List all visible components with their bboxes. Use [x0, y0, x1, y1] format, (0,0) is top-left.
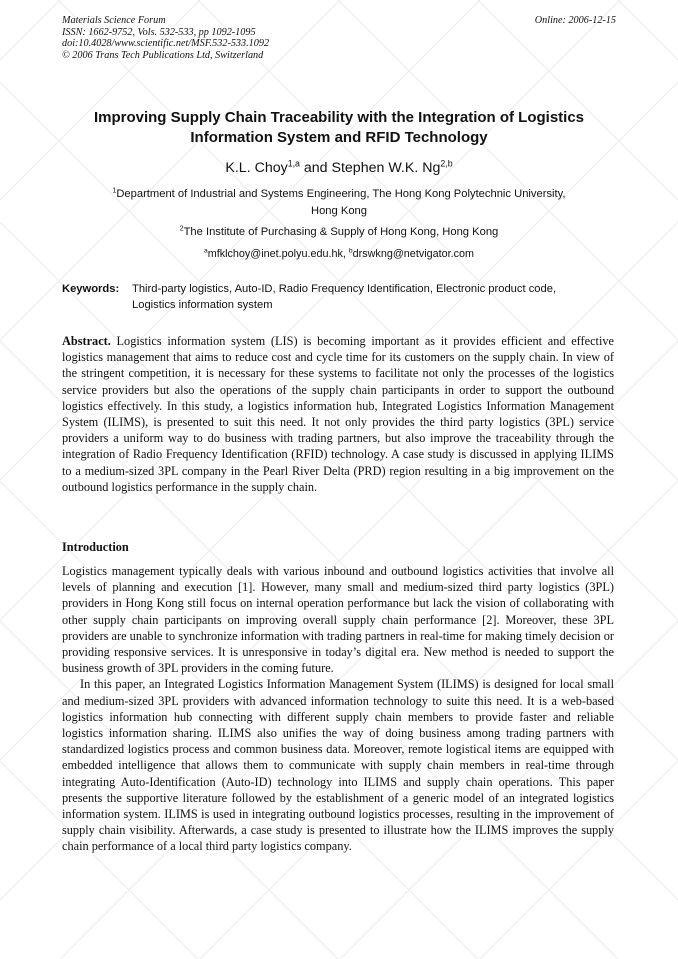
author-1-affiliation-mark: 1,a — [287, 158, 300, 169]
keywords-label: Keywords: — [62, 283, 120, 295]
keywords-values — [132, 282, 616, 313]
issn-line: ISSN: 1662-9752, Vols. 532-533, pp 1092-1095 — [62, 26, 256, 38]
email-b-mark: b — [348, 247, 353, 255]
keywords-block — [62, 282, 616, 313]
introduction-paragraph-2: In this paper, an Integrated Logistics Information Management System (ILIMS) is designed for local small and medium-sized 3PL providers with advanced information technology to suite this need. It is a web-based logistics information hub connecting with different supply chain members to provide faster and reliable logistics information sharing. ILIMS also unifies the way of doing business among trading partners with standardized logistics process and common business data. Moreover, remote logistical items are equipped with embedded intelligence that allows them to communicate with supply chain members in real-time through integrating Auto-Identification (Auto-ID) technology into ILIMS and supply chain operations. This paper presents the supportive literature followed by the establishment of a generic model of an integrated logistics information system. ILIMS is used in integrating outbound logistics processes, resulting in the improvement of supply chain visibility. Afterwards, a case study is presented to illustrate how the ILIMS improves the supply chain performance of a local third party logistics company. — [62, 677, 614, 854]
author-1: K.L. Choy — [225, 160, 288, 176]
email-b[interactable]: drswkng@netvigator.com — [352, 248, 475, 260]
author-list — [62, 158, 616, 178]
author-2-affiliation-mark: 2,b — [440, 158, 453, 169]
title-line-1: Improving Supply Chain Traceability with the Integration of Logistics — [93, 109, 585, 126]
introduction-section — [62, 563, 614, 855]
online-date: Online: 2006-12-15 — [534, 15, 616, 26]
author-2: Stephen W.K. Ng — [331, 160, 441, 176]
abstract-text: Logistics information system (LIS) is becoming important as it provides efficient and effective logistics management that aims to reduce cost and cycle time for its customers on the supply chain. In view of the stringent competition, it is necessary for these systems to facilitate not only the processes of the logistics service providers but also the operations of the supply chain participants in order to support the outbound logistics effectively. In this study, a logistics information hub, Integrated Logistics Information Management System (ILIMS), is presented to suit this need. It not only provides the third party logistics (3PL) service providers a uniform way to do business with trading partners, but also improve the traceability through the integration of Radio Frequency Identification (RFID) technology. A case study is discussed in applying ILIMS to a medium-sized 3PL company in the Pearl River Delta (PRD) region resulting in a big improvement on the outbound logistics performance in the supply chain. — [62, 334, 614, 494]
copyright-line: © 2006 Trans Tech Publications Ltd, Switzerland — [62, 49, 264, 61]
title-line-2: Information System and RFID Technology — [190, 129, 488, 146]
email-a-mark: a — [203, 247, 208, 255]
author-emails — [62, 246, 616, 263]
affiliation-1-line-1: Department of Industrial and Systems Engineering, The Hong Kong Polytechnic University, — [116, 188, 566, 200]
keywords-line-2: Logistics information system — [132, 298, 273, 311]
affiliation-1-line-2: Hong Kong — [311, 205, 367, 217]
affiliation-2-mark: 2 — [179, 225, 184, 233]
affiliation-1-mark: 1 — [112, 187, 117, 195]
journal-name: Materials Science Forum — [62, 15, 166, 26]
abstract-label: Abstract. — [62, 334, 111, 348]
introduction-paragraph-1: Logistics management typically deals with various inbound and outbound logistics activities that involve all levels of planning and execution [1]. However, many small and medium-sized third party logistics (3PL) providers in Hong Kong still focus on internal operation performance but lack the vision of collaborating with other supply chain participants on improving overall supply chain performance [2]. Moreover, these 3PL providers are unable to synchronize information with trading partners in real-time for making timely decision or providing responsive services. It is unresponsive in today’s digital era. New method is needed to support the business growth of 3PL providers in the coming future. — [62, 564, 614, 676]
running-header — [62, 15, 616, 61]
affiliation-2-text: The Institute of Purchasing & Supply of Hong Kong, Hong Kong — [183, 226, 499, 238]
author-conjunction: and — [299, 160, 332, 176]
affiliation-2 — [62, 224, 616, 241]
doi-line[interactable]: doi:10.4028/www.scientific.net/MSF.532-533.1092 — [62, 38, 270, 50]
email-a[interactable]: mfklchoy@inet.polyu.edu.hk, — [207, 248, 349, 260]
introduction-heading: Introduction — [62, 540, 129, 554]
affiliation-1 — [62, 186, 616, 220]
keywords-line-1: Third-party logistics, Auto-ID, Radio Frequency Identification, Electronic product code, — [132, 283, 557, 295]
abstract-paragraph — [62, 333, 614, 495]
paper-title — [62, 108, 616, 148]
